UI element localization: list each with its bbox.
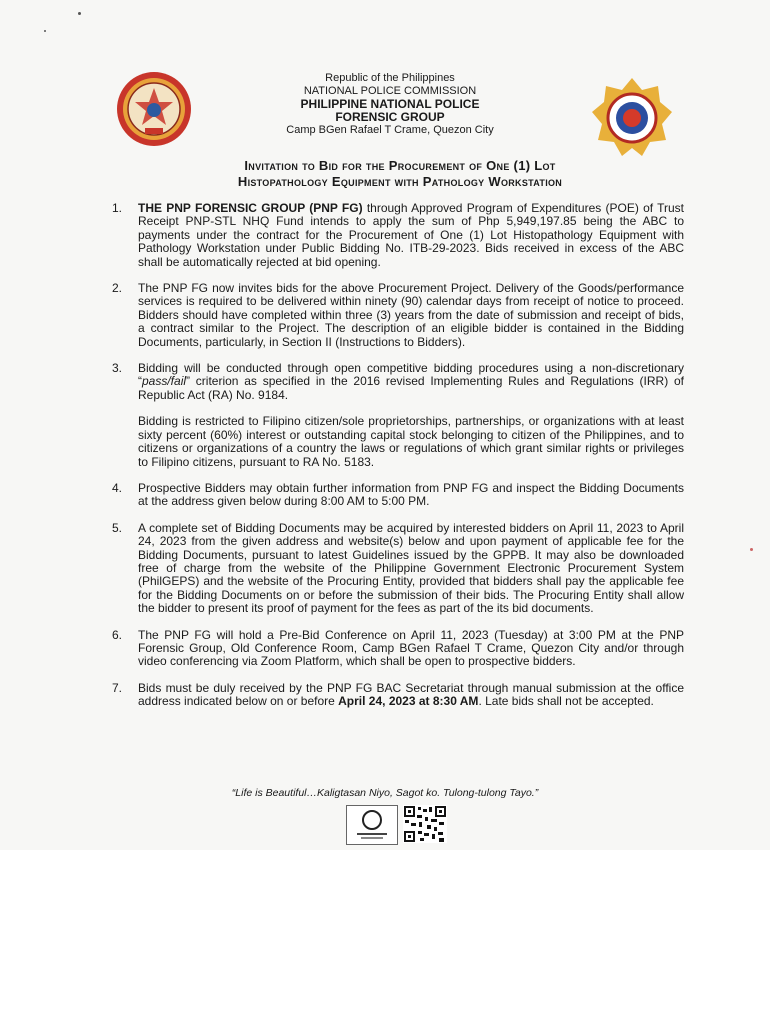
header-napolcom: NATIONAL POLICE COMMISSION	[303, 85, 477, 97]
item-text: Prospective Bidders may obtain further information from PNP FG and inspect the Bidding Documents at the address given below during 8:00 AM to 5:00 PM.	[138, 480, 684, 509]
item-text	[138, 682, 684, 709]
scan-speck	[44, 30, 46, 32]
motto: “Life is Beautiful…Kaligtasan Niyo, Sagot ko. Tulong-tulong Tayo.”	[231, 787, 539, 799]
header-address: Camp BGen Rafael T Crame, Quezon City	[286, 124, 494, 136]
list-item	[112, 202, 684, 269]
item-bold-text: April 24, 2023 at 8:30 AM	[338, 694, 479, 709]
letterhead	[220, 72, 560, 137]
item-number: 1.	[112, 201, 123, 215]
list-item	[112, 362, 684, 402]
iso-certification-logo	[346, 805, 398, 845]
item-number: 4.	[112, 480, 123, 495]
item-text	[138, 362, 684, 402]
header-republic: Republic of the Philippines	[325, 72, 455, 84]
scan-speck	[750, 548, 753, 551]
header-pnp: PHILIPPINE NATIONAL POLICE	[300, 97, 480, 111]
item-body: Bids must be duly received by the PNP FG BAC Secretariat through manual submission at the office address indicated below on or before	[138, 680, 684, 709]
blank-area-below-page	[0, 850, 770, 1024]
list-item	[112, 282, 684, 349]
item-text: The PNP FG now invites bids for the above Procurement Project. Delivery of the Goods/performance services is required to be delivered within ninety (90) calendar days from receipt of notice to proceed. Bidders should have completed within three (3) years from the date of submission and receipt of bids, a contract similar to the Project. The description of an eligible bidder is contained in the Bidding Documents, particularly, in Section II (Instructions to Bidders).	[138, 281, 684, 349]
item-text: A complete set of Bidding Documents may be acquired by interested bidders on April 11, 2023 to April 24, 2023 from the given address and website(s) below and upon payment of applicable fee for the Bidding Documents, pursuant to latest Guidelines issued by the GPPB. It may also be downloaded free of charge from the website of the Philippine Government Electronic Procurement System (PhilGEPS) and the website of the Procuring Entity, provided that bidders shall pay the applicable fee for the Bidding Documents on or before the submission of their bids. The Procuring Entity shall allow the bidder to present its proof of payment for the fees as part of the its bid documents.	[138, 520, 684, 616]
title-line-2: Histopathology Equipment with Pathology Workstation	[237, 174, 563, 189]
list-item	[112, 482, 684, 509]
title-line-1: Invitation to Bid for the Procurement of One (1) Lot	[244, 158, 556, 173]
item-body: . Late bids shall not be accepted.	[478, 694, 654, 709]
item-text	[138, 202, 684, 269]
item-bold-text: THE PNP FORENSIC GROUP (PNP FG)	[138, 201, 363, 215]
item-number: 7.	[112, 680, 123, 695]
list-item	[112, 629, 684, 669]
item-sub-paragraph: Bidding is restricted to Filipino citizen/sole proprietorships, partnerships, or organizations with at least sixty percent (60%) interest or outstanding capital stock belonging to citizen of the Philippines, and to citizens or organizations of a country the laws or regulations of which grant similar rights or privileges to Filipino citizens, pursuant to RA No. 5183.	[138, 414, 684, 469]
header-forensic-group: FORENSIC GROUP	[335, 110, 445, 124]
list-item	[112, 522, 684, 616]
item-text: The PNP FG will hold a Pre-Bid Conference on April 11, 2023 (Tuesday) at 3:00 PM at the PNP Forensic Group, Old Conference Room, Camp BGen Rafael T Crame, Quezon City and/or through video conferencing via Zoom Platform, which shall be open to prospective bidders.	[138, 627, 684, 669]
item-body: ” criterion as specified in the 2016 revised Implementing Rules and Regulations (IRR) of Republic Act (RA) No. 9184.	[138, 374, 684, 402]
item-italic-text: pass/fail	[142, 374, 187, 389]
invitation-items	[112, 202, 684, 709]
document-title	[100, 158, 700, 190]
qr-code	[403, 805, 447, 843]
scan-speck	[78, 12, 81, 15]
forensic-group-badge-logo	[590, 76, 674, 160]
item-number: 2.	[112, 281, 123, 296]
item-number: 3.	[112, 361, 123, 376]
item-number: 6.	[112, 627, 123, 642]
pnp-forensic-seal-logo	[115, 70, 193, 148]
item-body: through Approved Program of Expenditures (POE) of Trust Receipt PNP-STL NHQ Fund intends to apply the sum of Php 5,949,197.85 being the ABC to payments under the contract for the Procurement of One (1) Lot Histopathology Equipment with Pathology Workstation under Public Bidding No. ITB-29-2023. Bids received in excess of the ABC shall be automatically rejected at bid opening.	[138, 201, 685, 269]
item-body: Bidding will be conducted through open competitive bidding procedures using a non-discretionary “	[138, 361, 684, 389]
item-number: 5.	[112, 520, 123, 535]
list-item	[112, 682, 684, 709]
